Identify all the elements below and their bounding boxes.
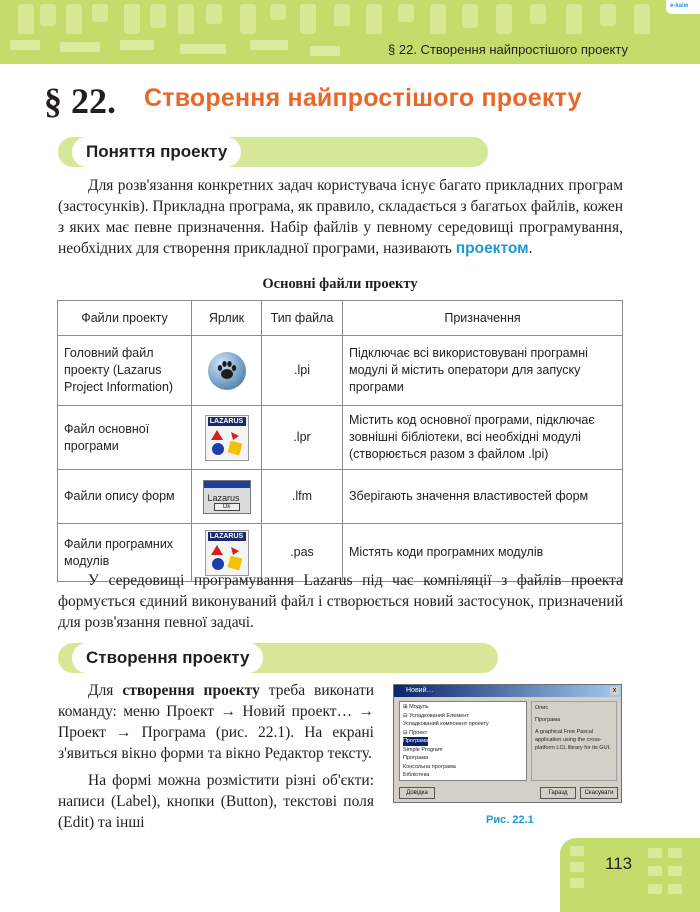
section-header-create: [58, 643, 498, 673]
intro-paragraph: [58, 175, 623, 259]
tree-item: ⊟ Успадкований Елемент: [403, 712, 469, 719]
dialog-titlebar: Новий…: [394, 685, 621, 697]
cell-purpose: Містять коди програмних модулів: [343, 524, 623, 582]
banner-decoration: [496, 4, 512, 34]
description-name: Програма: [535, 717, 561, 723]
banner-decoration: [178, 4, 194, 34]
cell-purpose: Зберігають значення властивостей форм: [343, 470, 623, 524]
description-title: Опис: [535, 705, 549, 711]
description-panel: [531, 701, 617, 781]
cell-type: .pas: [262, 524, 343, 582]
cell-purpose: Підключає всі використовувані програмні модулі й містить оператори для запуску програми: [343, 336, 623, 406]
objects-paragraph: [58, 770, 374, 833]
section-title: Поняття проекту: [72, 137, 241, 167]
icon-label: Ok: [214, 503, 240, 511]
table-caption: Основні файли проекту: [262, 276, 418, 292]
tab-decoration: [570, 862, 584, 872]
tree-item: Бібліотека: [403, 772, 430, 778]
banner-decoration: [310, 46, 340, 56]
banner-decoration: [240, 4, 256, 34]
paragraph-text: Для розв'язання конкретних задач користувача існує багато прикладних програм (застосунків). Прикладна програма, як правило, складається з багатьох файлів, кожен з яких має певне призначення. Набір файлів у певному середовищі програмування, необхідних для створення прикладної програми, називають: [58, 177, 623, 257]
banner-decoration: [334, 4, 350, 26]
ok-button: Гаразд: [540, 787, 576, 799]
create-paragraph: [58, 680, 374, 764]
paragraph-text: Для: [88, 682, 123, 699]
lazarus-paw-icon: [208, 352, 246, 390]
page-number-tab: [560, 838, 700, 912]
banner-decoration: [92, 4, 108, 22]
term-create-project: створення проекту: [122, 682, 260, 699]
tree-item: Програма: [403, 755, 429, 761]
banner-decoration: [634, 4, 650, 34]
table-row: [58, 470, 623, 524]
cell-file: Головний файл проекту (Lazarus Project Information): [58, 336, 192, 406]
term-project: проектом: [455, 240, 529, 257]
banner-decoration: [206, 4, 222, 24]
banner-decoration: [18, 4, 34, 34]
new-project-dialog-screenshot: [393, 684, 622, 803]
chapter-number: § 22.: [44, 81, 116, 121]
cell-file: Файли опису форм: [58, 470, 192, 524]
icon-titlebar: [204, 481, 250, 488]
tab-decoration: [668, 848, 682, 858]
banner-decoration: [10, 40, 40, 50]
banner-decoration: [120, 40, 154, 50]
tree-item: ⊞ Модуль: [403, 704, 429, 710]
icon-label: LAZARUS: [208, 532, 246, 541]
banner-decoration: [180, 44, 226, 54]
banner-decoration: [398, 4, 414, 22]
paragraph-text: На формі можна розмістити різні об'єкти: написи (Label), кнопки (Button), текстові поля (Edit) та інші: [58, 772, 374, 831]
banner-decoration: [40, 4, 56, 26]
cancel-button: Скасувати: [580, 787, 618, 799]
banner-decoration: [270, 4, 286, 20]
lazarus-source-icon: [205, 530, 249, 576]
column-header: Тип файла: [262, 301, 343, 336]
chapter-title: Створення найпростішого проекту: [144, 84, 582, 112]
tab-decoration: [668, 866, 682, 876]
help-button: Довідка: [399, 787, 435, 799]
close-icon: x: [610, 687, 619, 695]
column-header: Призначення: [343, 301, 623, 336]
template-tree: [399, 701, 527, 781]
tree-item-selected: [403, 737, 523, 746]
cell-file: Файли програмних модулів: [58, 524, 192, 582]
banner-decoration: [566, 4, 582, 34]
paragraph-text: .: [528, 240, 533, 257]
banner-decoration: [462, 4, 478, 28]
cell-file: Файл основної програми: [58, 406, 192, 470]
cell-type: .lpi: [262, 336, 343, 406]
tab-decoration: [648, 884, 662, 894]
description-text: A graphical Free Pascal application using the cross-platform LCL library for its GUI.: [535, 729, 611, 751]
cell-type: .lfm: [262, 470, 343, 524]
section-title: Створення проекту: [72, 643, 263, 673]
figure-caption: Рис. 22.1: [486, 814, 534, 826]
project-files-table: [57, 300, 623, 582]
tab-decoration: [570, 846, 584, 856]
cell-icon: [192, 336, 262, 406]
running-head: § 22. Створення найпростішого проекту: [388, 42, 628, 57]
tab-decoration: [648, 848, 662, 858]
banner-decoration: [600, 4, 616, 26]
cell-icon: [192, 470, 262, 524]
tab-decoration: [648, 866, 662, 876]
cell-icon: [192, 406, 262, 470]
cell-type: .lpr: [262, 406, 343, 470]
publisher-logo-text: е-kaiм: [670, 3, 689, 9]
banner-decoration: [366, 4, 382, 34]
banner-decoration: [124, 4, 140, 34]
tab-decoration: [668, 884, 682, 894]
banner-decoration: [66, 4, 82, 34]
publisher-logo: [666, 0, 700, 14]
table-row: [58, 406, 623, 470]
page-number: 113: [605, 854, 633, 873]
table-row: [58, 336, 623, 406]
table-header-row: [58, 301, 623, 336]
banner-decoration: [60, 42, 100, 52]
column-header: Файли проекту: [58, 301, 192, 336]
banner-decoration: [250, 40, 288, 50]
tree-item: Simple Program: [403, 746, 443, 753]
tree-item: ⊟ Проект: [403, 729, 428, 736]
tab-decoration: [570, 878, 584, 888]
top-banner: [0, 0, 700, 64]
banner-decoration: [300, 4, 316, 34]
banner-decoration: [150, 4, 166, 28]
lazarus-form-icon: [203, 480, 251, 514]
compile-paragraph: [58, 570, 623, 633]
lazarus-source-icon: [205, 415, 249, 461]
banner-decoration: [530, 4, 546, 24]
icon-label: Lazarus: [207, 492, 240, 503]
tree-item: Консольна програма: [403, 763, 456, 770]
icon-label: LAZARUS: [208, 417, 246, 426]
banner-decoration: [430, 4, 446, 34]
paragraph-text: У середовищі програмування Lazarus під час компіляції з файлів проекта формується єдиний виконуваний файл і створюється новий застосунок, призначений для розв'язання певної задачі.: [58, 572, 623, 631]
section-header-concept: [58, 137, 488, 167]
tree-item: Успадкований компонент проекту: [403, 721, 489, 727]
selected-label: Програма: [403, 738, 429, 744]
paragraph-text: треба виконати команду: меню Проект → Новий проект… → Проект → Програма (рис. 22.1). На екрані з'явиться вікно форми та вікно Редактор тексту.: [58, 682, 375, 762]
cell-purpose: Містить код основної програми, підключає зовнішні бібліотеки, всі необхідні модулі (створюється разом з файлом .lpi): [343, 406, 623, 470]
column-header: Ярлик: [192, 301, 262, 336]
